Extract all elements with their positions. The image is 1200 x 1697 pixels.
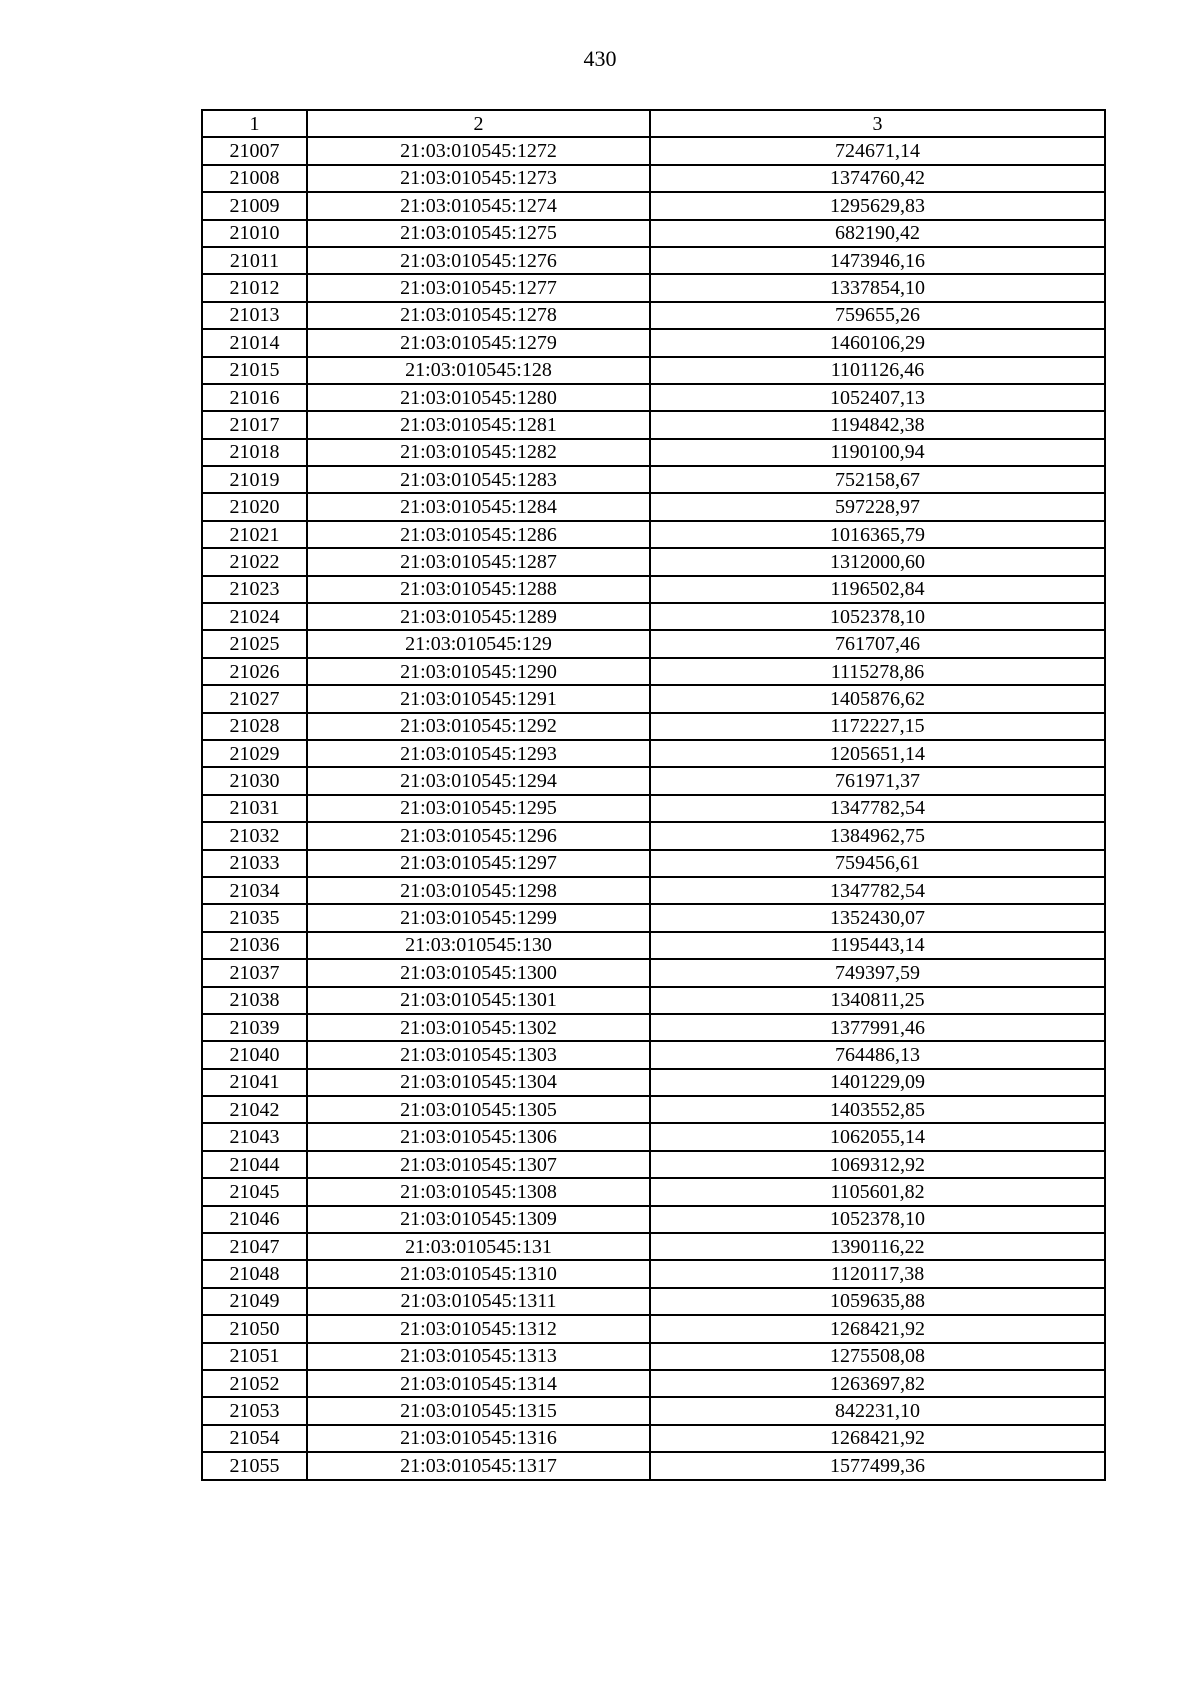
row-number-cell: 21024 <box>202 603 307 630</box>
cadastral-number-cell: 21:03:010545:1280 <box>307 384 650 411</box>
value-cell: 1194842,38 <box>650 411 1105 438</box>
cadastral-number-cell: 21:03:010545:1272 <box>307 137 650 164</box>
row-number-cell: 21021 <box>202 521 307 548</box>
cadastral-number-cell: 21:03:010545:1304 <box>307 1069 650 1096</box>
cadastral-number-cell: 21:03:010545:1276 <box>307 247 650 274</box>
table-row <box>202 740 1105 767</box>
value-cell: 1195443,14 <box>650 932 1105 959</box>
row-number-cell: 21027 <box>202 685 307 712</box>
table-row <box>202 795 1105 822</box>
cadastral-number-cell: 21:03:010545:1283 <box>307 466 650 493</box>
row-number-cell: 21022 <box>202 548 307 575</box>
row-number-cell: 21039 <box>202 1014 307 1041</box>
table-row <box>202 439 1105 466</box>
value-cell: 764486,13 <box>650 1041 1105 1068</box>
cadastral-number-cell: 21:03:010545:1315 <box>307 1397 650 1424</box>
value-cell: 1377991,46 <box>650 1014 1105 1041</box>
value-cell: 1190100,94 <box>650 439 1105 466</box>
table-row <box>202 220 1105 247</box>
cadastral-number-cell: 21:03:010545:1278 <box>307 302 650 329</box>
table-row <box>202 466 1105 493</box>
cadastral-number-cell: 21:03:010545:1282 <box>307 439 650 466</box>
table-row <box>202 1206 1105 1233</box>
row-number-cell: 21013 <box>202 302 307 329</box>
row-number-cell: 21042 <box>202 1096 307 1123</box>
table-row <box>202 1178 1105 1205</box>
table-row <box>202 904 1105 931</box>
table-row <box>202 822 1105 849</box>
value-cell: 1340811,25 <box>650 987 1105 1014</box>
table-row <box>202 850 1105 877</box>
row-number-cell: 21029 <box>202 740 307 767</box>
cadastral-number-cell: 21:03:010545:1302 <box>307 1014 650 1041</box>
value-cell: 1172227,15 <box>650 713 1105 740</box>
cadastral-number-cell: 21:03:010545:1289 <box>307 603 650 630</box>
table-row <box>202 1315 1105 1342</box>
cadastral-number-cell: 21:03:010545:1306 <box>307 1123 650 1150</box>
cadastral-number-cell: 21:03:010545:1296 <box>307 822 650 849</box>
value-cell: 759655,26 <box>650 302 1105 329</box>
cadastral-number-cell: 21:03:010545:1313 <box>307 1343 650 1370</box>
value-cell: 1115278,86 <box>650 658 1105 685</box>
row-number-cell: 21010 <box>202 220 307 247</box>
value-cell: 1403552,85 <box>650 1096 1105 1123</box>
cadastral-number-cell: 21:03:010545:1293 <box>307 740 650 767</box>
table-row <box>202 384 1105 411</box>
table-row <box>202 1096 1105 1123</box>
table-row <box>202 521 1105 548</box>
cadastral-number-cell: 21:03:010545:1307 <box>307 1151 650 1178</box>
value-cell: 1577499,36 <box>650 1452 1105 1479</box>
table-row <box>202 1397 1105 1424</box>
cadastral-number-cell: 21:03:010545:1295 <box>307 795 650 822</box>
value-cell: 1473946,16 <box>650 247 1105 274</box>
cadastral-number-cell: 21:03:010545:1299 <box>307 904 650 931</box>
value-cell: 1337854,10 <box>650 274 1105 301</box>
table-row <box>202 247 1105 274</box>
value-cell: 1062055,14 <box>650 1123 1105 1150</box>
table-row <box>202 576 1105 603</box>
value-cell: 1275508,08 <box>650 1343 1105 1370</box>
cadastral-number-cell: 21:03:010545:1300 <box>307 959 650 986</box>
header-row <box>202 110 1105 137</box>
cadastral-number-cell: 21:03:010545:129 <box>307 630 650 657</box>
row-number-cell: 21017 <box>202 411 307 438</box>
table-row <box>202 1041 1105 1068</box>
row-number-cell: 21047 <box>202 1233 307 1260</box>
value-cell: 1374760,42 <box>650 165 1105 192</box>
row-number-cell: 21028 <box>202 713 307 740</box>
table-row <box>202 1151 1105 1178</box>
table-row <box>202 959 1105 986</box>
cadastral-number-cell: 21:03:010545:1309 <box>307 1206 650 1233</box>
row-number-cell: 21055 <box>202 1452 307 1479</box>
table-row <box>202 877 1105 904</box>
row-number-cell: 21020 <box>202 493 307 520</box>
cadastral-number-cell: 21:03:010545:1317 <box>307 1452 650 1479</box>
value-cell: 1268421,92 <box>650 1315 1105 1342</box>
value-cell: 1268421,92 <box>650 1425 1105 1452</box>
table-row <box>202 165 1105 192</box>
table-row <box>202 685 1105 712</box>
cadastral-number-cell: 21:03:010545:1303 <box>307 1041 650 1068</box>
row-number-cell: 21045 <box>202 1178 307 1205</box>
value-cell: 749397,59 <box>650 959 1105 986</box>
cadastral-number-cell: 21:03:010545:1286 <box>307 521 650 548</box>
cadastral-number-cell: 21:03:010545:1287 <box>307 548 650 575</box>
row-number-cell: 21023 <box>202 576 307 603</box>
row-number-cell: 21040 <box>202 1041 307 1068</box>
table-row <box>202 1370 1105 1397</box>
value-cell: 1347782,54 <box>650 877 1105 904</box>
row-number-cell: 21036 <box>202 932 307 959</box>
row-number-cell: 21026 <box>202 658 307 685</box>
table-row <box>202 1123 1105 1150</box>
cadastral-number-cell: 21:03:010545:1277 <box>307 274 650 301</box>
table-row <box>202 630 1105 657</box>
row-number-cell: 21016 <box>202 384 307 411</box>
row-number-cell: 21043 <box>202 1123 307 1150</box>
cadastral-number-cell: 21:03:010545:1308 <box>307 1178 650 1205</box>
row-number-cell: 21050 <box>202 1315 307 1342</box>
cadastral-number-cell: 21:03:010545:1292 <box>307 713 650 740</box>
row-number-cell: 21044 <box>202 1151 307 1178</box>
table-row <box>202 357 1105 384</box>
table-row <box>202 548 1105 575</box>
column-header-1: 1 <box>202 110 307 137</box>
row-number-cell: 21052 <box>202 1370 307 1397</box>
cadastral-number-cell: 21:03:010545:1297 <box>307 850 650 877</box>
cadastral-number-cell: 21:03:010545:1310 <box>307 1260 650 1287</box>
cadastral-number-cell: 21:03:010545:1311 <box>307 1288 650 1315</box>
value-cell: 1263697,82 <box>650 1370 1105 1397</box>
table-row <box>202 137 1105 164</box>
table-row <box>202 1288 1105 1315</box>
cadastral-number-cell: 21:03:010545:1291 <box>307 685 650 712</box>
table-row <box>202 658 1105 685</box>
registry-table <box>201 109 1106 1481</box>
cadastral-number-cell: 21:03:010545:1290 <box>307 658 650 685</box>
cadastral-number-cell: 21:03:010545:131 <box>307 1233 650 1260</box>
value-cell: 1401229,09 <box>650 1069 1105 1096</box>
table-row <box>202 411 1105 438</box>
row-number-cell: 21048 <box>202 1260 307 1287</box>
cadastral-number-cell: 21:03:010545:1274 <box>307 192 650 219</box>
value-cell: 1016365,79 <box>650 521 1105 548</box>
value-cell: 1120117,38 <box>650 1260 1105 1287</box>
cadastral-number-cell: 21:03:010545:1294 <box>307 767 650 794</box>
cadastral-number-cell: 21:03:010545:1273 <box>307 165 650 192</box>
table-row <box>202 932 1105 959</box>
cadastral-number-cell: 21:03:010545:1284 <box>307 493 650 520</box>
row-number-cell: 21035 <box>202 904 307 931</box>
row-number-cell: 21011 <box>202 247 307 274</box>
value-cell: 1059635,88 <box>650 1288 1105 1315</box>
value-cell: 1312000,60 <box>650 548 1105 575</box>
value-cell: 1295629,83 <box>650 192 1105 219</box>
row-number-cell: 21025 <box>202 630 307 657</box>
cadastral-number-cell: 21:03:010545:1279 <box>307 329 650 356</box>
table-row <box>202 603 1105 630</box>
value-cell: 1196502,84 <box>650 576 1105 603</box>
row-number-cell: 21008 <box>202 165 307 192</box>
value-cell: 724671,14 <box>650 137 1105 164</box>
table-row <box>202 1452 1105 1479</box>
value-cell: 1052378,10 <box>650 1206 1105 1233</box>
value-cell: 1347782,54 <box>650 795 1105 822</box>
row-number-cell: 21034 <box>202 877 307 904</box>
table-row <box>202 987 1105 1014</box>
table-row <box>202 1014 1105 1041</box>
row-number-cell: 21014 <box>202 329 307 356</box>
value-cell: 752158,67 <box>650 466 1105 493</box>
row-number-cell: 21051 <box>202 1343 307 1370</box>
column-header-3: 3 <box>650 110 1105 137</box>
value-cell: 1405876,62 <box>650 685 1105 712</box>
cadastral-number-cell: 21:03:010545:1305 <box>307 1096 650 1123</box>
row-number-cell: 21015 <box>202 357 307 384</box>
table-row <box>202 767 1105 794</box>
value-cell: 1105601,82 <box>650 1178 1105 1205</box>
table-row <box>202 1069 1105 1096</box>
value-cell: 842231,10 <box>650 1397 1105 1424</box>
cadastral-number-cell: 21:03:010545:130 <box>307 932 650 959</box>
cadastral-number-cell: 21:03:010545:1281 <box>307 411 650 438</box>
table-row <box>202 302 1105 329</box>
row-number-cell: 21009 <box>202 192 307 219</box>
value-cell: 761707,46 <box>650 630 1105 657</box>
row-number-cell: 21007 <box>202 137 307 164</box>
value-cell: 761971,37 <box>650 767 1105 794</box>
row-number-cell: 21046 <box>202 1206 307 1233</box>
row-number-cell: 21049 <box>202 1288 307 1315</box>
row-number-cell: 21053 <box>202 1397 307 1424</box>
row-number-cell: 21032 <box>202 822 307 849</box>
table-row <box>202 1425 1105 1452</box>
table-row <box>202 1343 1105 1370</box>
table-row <box>202 329 1105 356</box>
row-number-cell: 21037 <box>202 959 307 986</box>
table-row <box>202 713 1105 740</box>
table-header <box>202 110 1105 137</box>
row-number-cell: 21019 <box>202 466 307 493</box>
value-cell: 1052407,13 <box>650 384 1105 411</box>
cadastral-number-cell: 21:03:010545:1298 <box>307 877 650 904</box>
table-row <box>202 1233 1105 1260</box>
table-row <box>202 1260 1105 1287</box>
value-cell: 1352430,07 <box>650 904 1105 931</box>
value-cell: 1205651,14 <box>650 740 1105 767</box>
row-number-cell: 21018 <box>202 439 307 466</box>
value-cell: 759456,61 <box>650 850 1105 877</box>
row-number-cell: 21038 <box>202 987 307 1014</box>
value-cell: 597228,97 <box>650 493 1105 520</box>
value-cell: 1052378,10 <box>650 603 1105 630</box>
table-row <box>202 274 1105 301</box>
value-cell: 1460106,29 <box>650 329 1105 356</box>
table-row <box>202 192 1105 219</box>
value-cell: 1069312,92 <box>650 1151 1105 1178</box>
cadastral-number-cell: 21:03:010545:1312 <box>307 1315 650 1342</box>
page-number: 430 <box>583 46 617 71</box>
table-row <box>202 493 1105 520</box>
cadastral-number-cell: 21:03:010545:1288 <box>307 576 650 603</box>
row-number-cell: 21012 <box>202 274 307 301</box>
row-number-cell: 21041 <box>202 1069 307 1096</box>
cadastral-number-cell: 21:03:010545:128 <box>307 357 650 384</box>
column-header-2: 2 <box>307 110 650 137</box>
cadastral-number-cell: 21:03:010545:1314 <box>307 1370 650 1397</box>
value-cell: 1384962,75 <box>650 822 1105 849</box>
row-number-cell: 21030 <box>202 767 307 794</box>
table-body <box>202 137 1105 1479</box>
value-cell: 1101126,46 <box>650 357 1105 384</box>
cadastral-number-cell: 21:03:010545:1316 <box>307 1425 650 1452</box>
row-number-cell: 21033 <box>202 850 307 877</box>
cadastral-number-cell: 21:03:010545:1301 <box>307 987 650 1014</box>
cadastral-number-cell: 21:03:010545:1275 <box>307 220 650 247</box>
value-cell: 682190,42 <box>650 220 1105 247</box>
value-cell: 1390116,22 <box>650 1233 1105 1260</box>
row-number-cell: 21031 <box>202 795 307 822</box>
row-number-cell: 21054 <box>202 1425 307 1452</box>
